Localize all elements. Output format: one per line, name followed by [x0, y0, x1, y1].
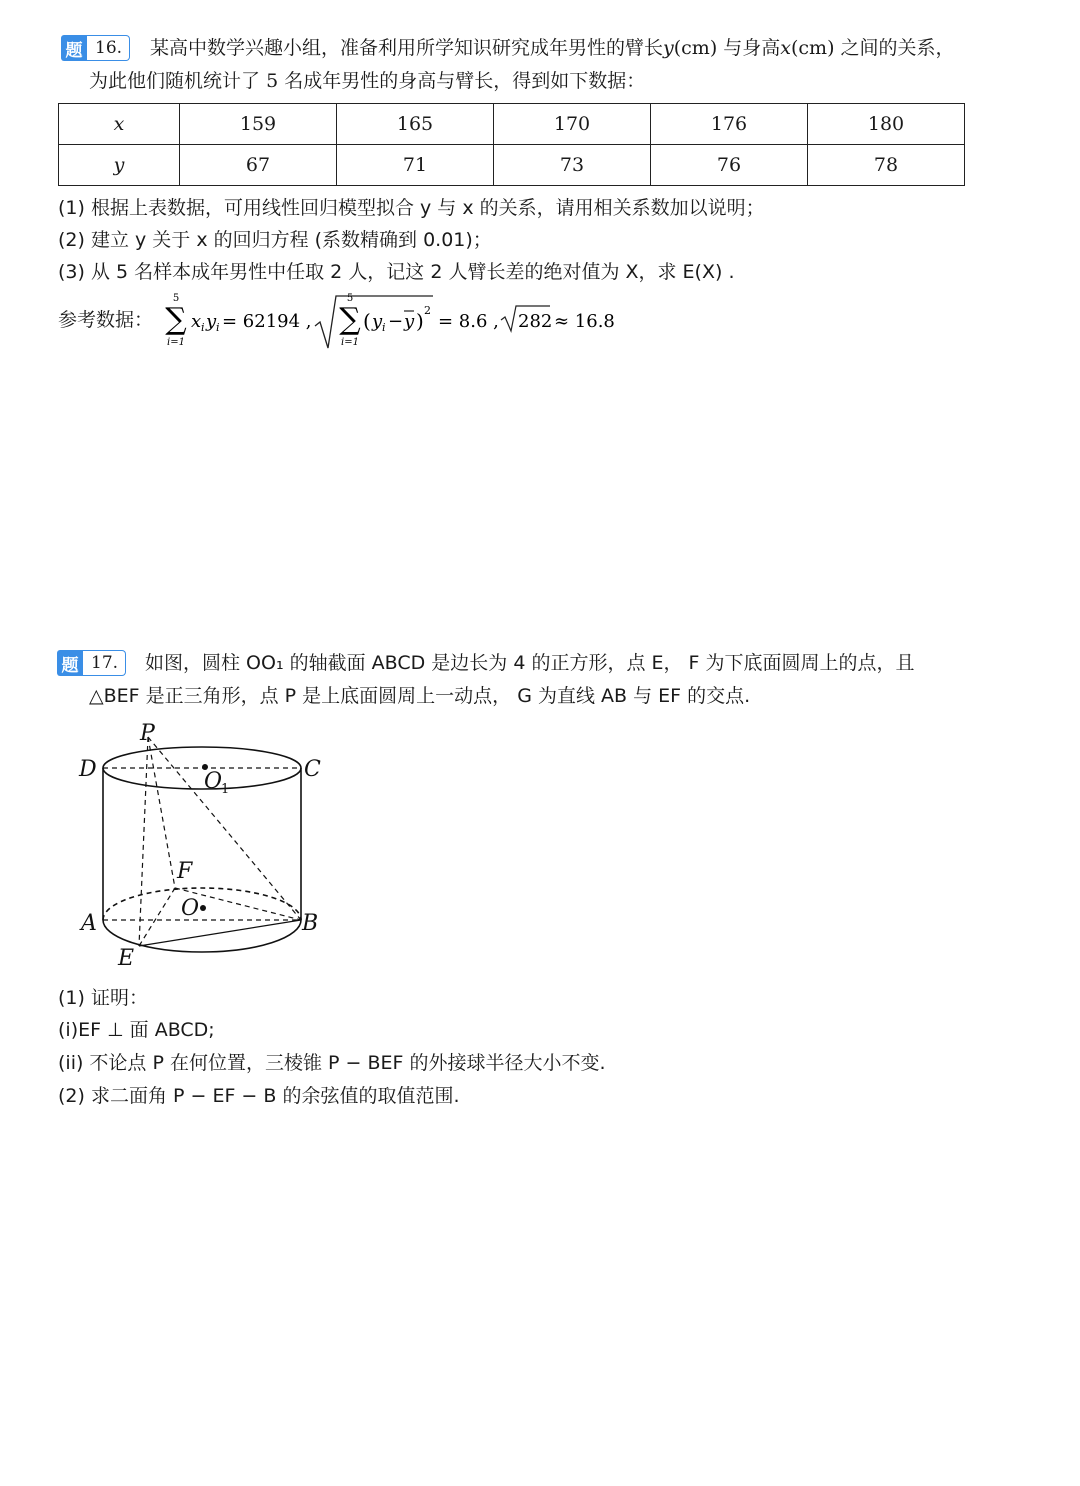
svg-text:i: i — [382, 321, 386, 334]
ref-value-3: ≈ 16.8 — [554, 311, 615, 332]
table-cell: 76 — [651, 145, 808, 186]
label-D: D — [79, 757, 97, 782]
sum-upper-limit: 5 — [346, 293, 354, 304]
label-B: B — [302, 911, 319, 936]
label-P: P — [140, 721, 155, 746]
sum-lower-limit: i=1 — [167, 337, 185, 348]
question-tag: 题 — [57, 650, 83, 676]
svg-text:−: − — [388, 311, 404, 332]
sum-upper-limit: 5 — [172, 293, 180, 304]
sum-lower-limit: i=1 — [341, 337, 359, 348]
table-cell: 180 — [808, 104, 965, 145]
label-A: A — [81, 911, 97, 936]
svg-text:x: x — [191, 311, 202, 332]
question-number: 16. — [87, 35, 130, 61]
q17-line1: 如图，圆柱 OO₁ 的轴截面 ABCD 是边长为 4 的正方形，点 E， F 为下底面圆周上的点，且 — [145, 652, 915, 674]
label-O: O — [181, 896, 200, 921]
ref-value-2: = 8.6 , — [438, 311, 499, 332]
q17-part2: (2) 求二面角 P − EF − B 的余弦值的取值范围. — [58, 1085, 460, 1107]
question-badge-17 — [57, 650, 126, 676]
reference-data — [58, 292, 658, 352]
svg-text:∑: ∑ — [339, 302, 361, 337]
label-O1: O — [204, 769, 223, 794]
reference-label: 参考数据： — [58, 309, 154, 331]
svg-text:): ) — [416, 309, 424, 333]
q16-part1: (1) 根据上表数据，可用线性回归模型拟合 y 与 x 的关系，请用相关系数加以说明； — [58, 197, 765, 219]
svg-text:y: y — [372, 311, 383, 332]
table-header-x: x — [59, 104, 180, 145]
table-cell: 165 — [337, 104, 494, 145]
question-number: 17. — [83, 650, 126, 676]
svg-text:y: y — [404, 311, 415, 332]
ref-value-1: = 62194 , — [222, 311, 312, 332]
q16-part3: (3) 从 5 名样本成年男性中任取 2 人，记这 2 人臂长差的绝对值为 X，求 E(X) . — [58, 261, 735, 283]
label-C: C — [304, 757, 321, 782]
label-E: E — [118, 946, 135, 970]
q17-line2: △BEF 是正三角形，点 P 是上底面圆周上一动点， G 为直线 AB 与 EF 的交点. — [89, 685, 751, 707]
svg-text:y: y — [206, 311, 217, 332]
table-cell: 170 — [494, 104, 651, 145]
table-cell: 67 — [180, 145, 337, 186]
svg-text:2: 2 — [424, 304, 431, 317]
q16-part2: (2) 建立 y 关于 x 的回归方程 (系数精确到 0.01)； — [58, 229, 492, 251]
ref-sqrt-arg: 282 — [518, 311, 553, 332]
q17-part1-ii: (ii) 不论点 P 在何位置，三棱锥 P − BEF 的外接球半径大小不变. — [58, 1052, 606, 1074]
table-row-y — [59, 145, 965, 186]
label-F: F — [177, 859, 193, 884]
question-tag: 题 — [61, 35, 87, 61]
q16-intro-line2: 为此他们随机统计了 5 名成年男性的身高与臂长，得到如下数据： — [89, 70, 646, 92]
sum-formula-1 — [158, 292, 718, 352]
table-cell: 73 — [494, 145, 651, 186]
table-row-x — [59, 104, 965, 145]
label-O1-sub: 1 — [221, 782, 230, 797]
q17-part1-i: (i)EF ⊥ 面 ABCD; — [58, 1019, 215, 1041]
question-badge-16 — [61, 35, 130, 61]
table-cell: 176 — [651, 104, 808, 145]
data-table — [58, 103, 965, 186]
svg-text:∑: ∑ — [165, 302, 187, 337]
table-cell: 159 — [180, 104, 337, 145]
table-header-y: y — [59, 145, 180, 186]
cylinder-figure — [75, 720, 335, 970]
svg-text:i: i — [216, 321, 220, 334]
svg-text:(: ( — [363, 309, 371, 333]
table-cell: 71 — [337, 145, 494, 186]
table-cell: 78 — [808, 145, 965, 186]
svg-text:i: i — [201, 321, 205, 334]
q17-part1: (1) 证明： — [58, 987, 148, 1009]
q16-intro-line1: 某高中数学兴趣小组，准备利用所学知识研究成年男性的臂长y(cm) 与身高x(cm) 之间的关系， — [150, 37, 955, 59]
